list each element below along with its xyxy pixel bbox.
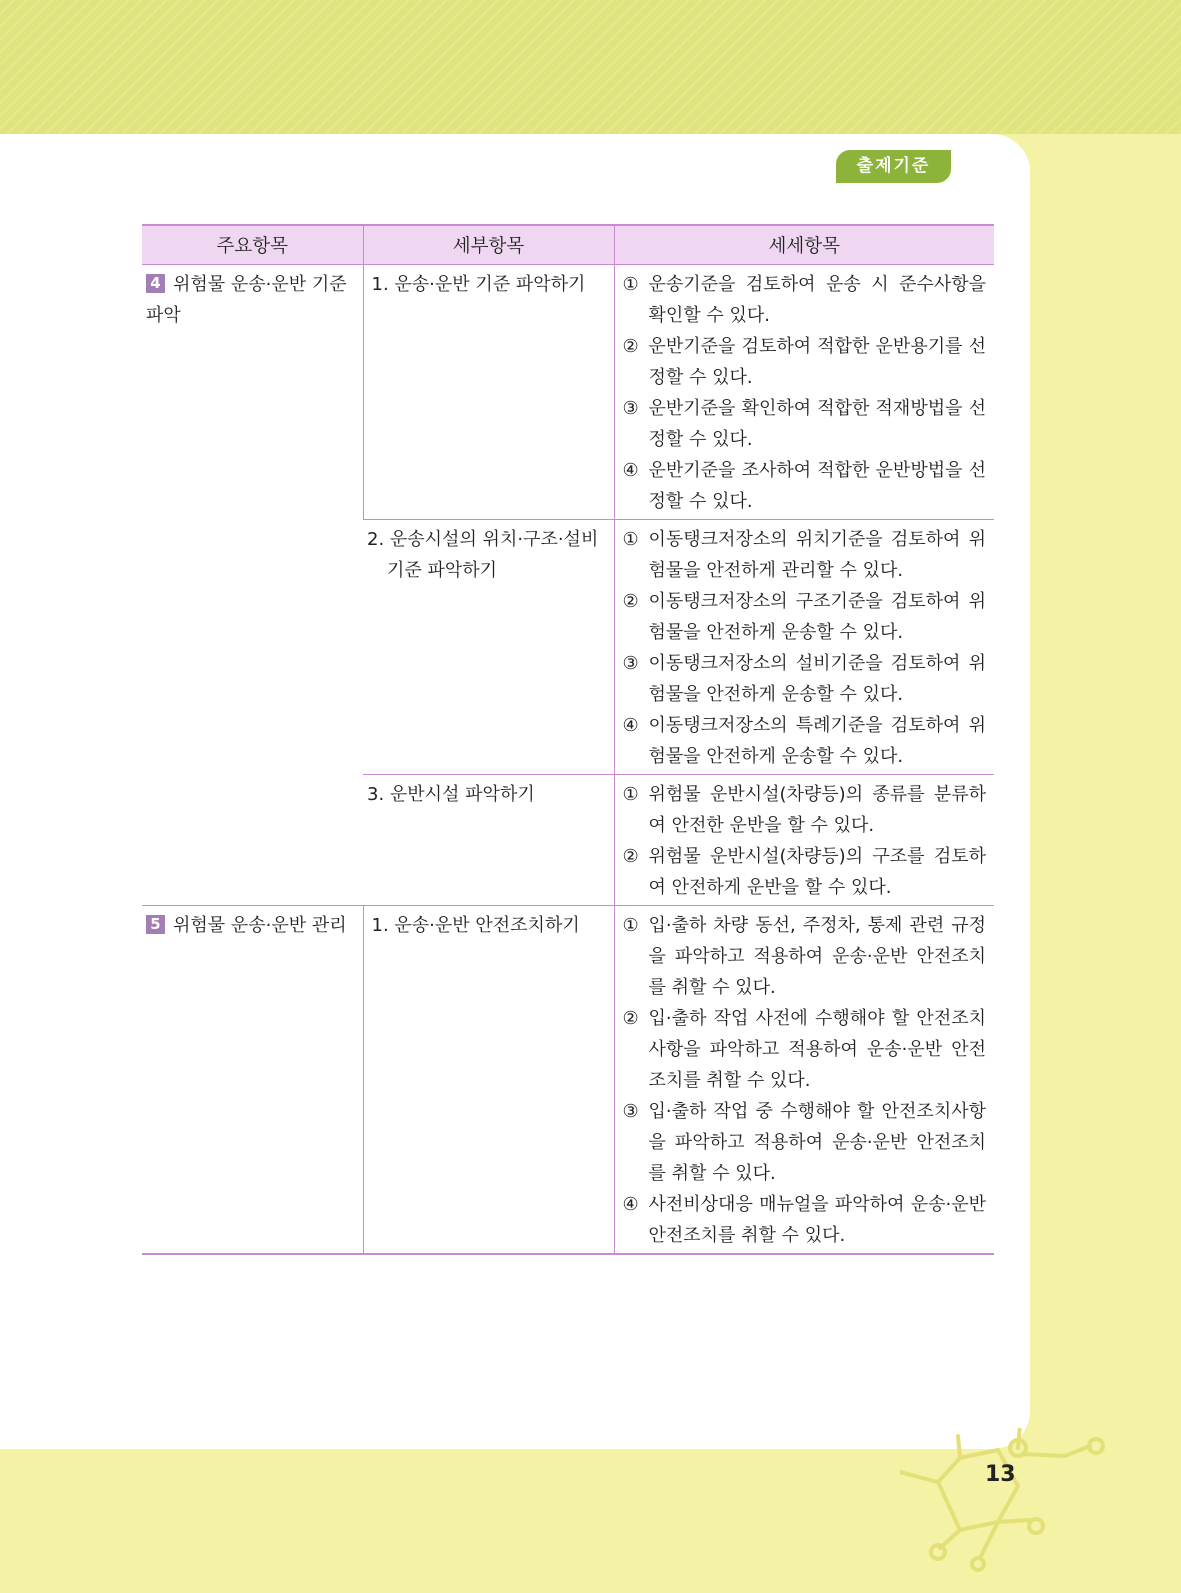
sub-item-label: 3. 운반시설 파악하기 (367, 784, 535, 805)
item-text: 운반기준을 검토하여 적합한 운반용기를 선정할 수 있다. (648, 336, 986, 388)
detail-cell (614, 265, 994, 520)
detail-item (623, 269, 987, 331)
detail-item (623, 1096, 987, 1189)
item-text: 위험물 운반시설(차량등)의 종류를 분류하여 안전한 운반을 할 수 있다. (648, 784, 986, 836)
item-marker: ① (622, 784, 639, 805)
detail-item (623, 524, 987, 586)
item-text: 이동탱크저장소의 구조기준을 검토하여 위험물을 안전하게 운송할 수 있다. (648, 591, 986, 643)
sub-item-cell (363, 906, 614, 1255)
detail-item (623, 779, 987, 841)
detail-item (623, 1003, 987, 1096)
sub-item-label: 2. 운송시설의 위치·구조·설비 기준 파악하기 (367, 529, 599, 581)
section-tab: 출제기준 (836, 150, 951, 183)
item-text: 사전비상대응 매뉴얼을 파악하여 운송·운반 안전조치를 취할 수 있다. (648, 1194, 986, 1246)
detail-item (623, 586, 987, 648)
item-text: 운반기준을 확인하여 적합한 적재방법을 선정할 수 있다. (648, 398, 986, 450)
item-text: 입·출하 차량 동선, 주정차, 통제 관련 규정을 파악하고 적용하여 운송·운반 안전조치를 취할 수 있다. (648, 915, 986, 998)
table-header-row (142, 225, 994, 265)
sub-item-label: 1. 운송·운반 안전조치하기 (371, 915, 580, 936)
page-number: 13 (985, 1462, 1016, 1487)
sub-item-cell (363, 520, 614, 775)
detail-item (623, 841, 987, 903)
item-text: 입·출하 작업 사전에 수행해야 할 안전조치사항을 파악하고 적용하여 운송·운반 안전조치를 취할 수 있다. (648, 1008, 986, 1091)
detail-item (623, 648, 987, 710)
item-marker: ② (622, 336, 639, 357)
right-side-band (1030, 134, 1181, 1464)
item-marker: ① (622, 274, 639, 295)
sub-item-label: 1. 운송·운반 기준 파악하기 (371, 274, 586, 295)
section-number-badge: 5 (146, 915, 165, 934)
item-text: 위험물 운반시설(차량등)의 구조를 검토하여 안전하게 운반을 할 수 있다. (648, 846, 986, 898)
table-row (142, 906, 994, 1255)
item-marker: ④ (622, 1194, 639, 1215)
item-text: 입·출하 작업 중 수행해야 할 안전조치사항을 파악하고 적용하여 운송·운반 안전조치를 취할 수 있다. (648, 1101, 986, 1184)
item-marker: ② (622, 1008, 639, 1029)
section-number-badge: 4 (146, 274, 165, 293)
detail-item (623, 455, 987, 517)
item-marker: ① (622, 915, 639, 936)
item-marker: ④ (622, 715, 639, 736)
item-text: 이동탱크저장소의 특례기준을 검토하여 위험물을 안전하게 운송할 수 있다. (648, 715, 986, 767)
detail-cell (614, 520, 994, 775)
top-stripe-band (0, 0, 1181, 134)
item-text: 운송기준을 검토하여 운송 시 준수사항을 확인할 수 있다. (648, 274, 986, 326)
col-header-sub: 세부항목 (363, 225, 614, 265)
item-marker: ① (622, 529, 639, 550)
detail-item (623, 710, 987, 772)
item-marker: ④ (622, 460, 639, 481)
item-marker: ③ (622, 653, 639, 674)
item-marker: ② (622, 591, 639, 612)
detail-item (623, 393, 987, 455)
table-row (142, 265, 994, 520)
main-item-title: 위험물 운송·운반 관리 (173, 915, 347, 936)
sub-item-cell (363, 775, 614, 906)
main-item-title: 위험물 운송·운반 기준 파악 (146, 274, 347, 326)
sub-item-cell (363, 265, 614, 520)
item-marker: ② (622, 846, 639, 867)
item-text: 이동탱크저장소의 위치기준을 검토하여 위험물을 안전하게 관리할 수 있다. (648, 529, 986, 581)
item-marker: ③ (622, 398, 639, 419)
item-text: 이동탱크저장소의 설비기준을 검토하여 위험물을 안전하게 운송할 수 있다. (648, 653, 986, 705)
main-item-cell (142, 906, 363, 1255)
item-text: 운반기준을 조사하여 적합한 운반방법을 선정할 수 있다. (648, 460, 986, 512)
main-item-cell (142, 265, 363, 906)
detail-cell (614, 775, 994, 906)
item-marker: ③ (622, 1101, 639, 1122)
detail-item (623, 910, 987, 1003)
detail-cell (614, 906, 994, 1255)
col-header-main: 주요항목 (142, 225, 363, 265)
tab-shoulder (950, 165, 1030, 225)
exam-criteria-table (142, 224, 994, 1255)
molecule-decoration-icon (900, 1428, 1140, 1588)
detail-item (623, 1189, 987, 1251)
detail-item (623, 331, 987, 393)
col-header-detail: 세세항목 (614, 225, 994, 265)
